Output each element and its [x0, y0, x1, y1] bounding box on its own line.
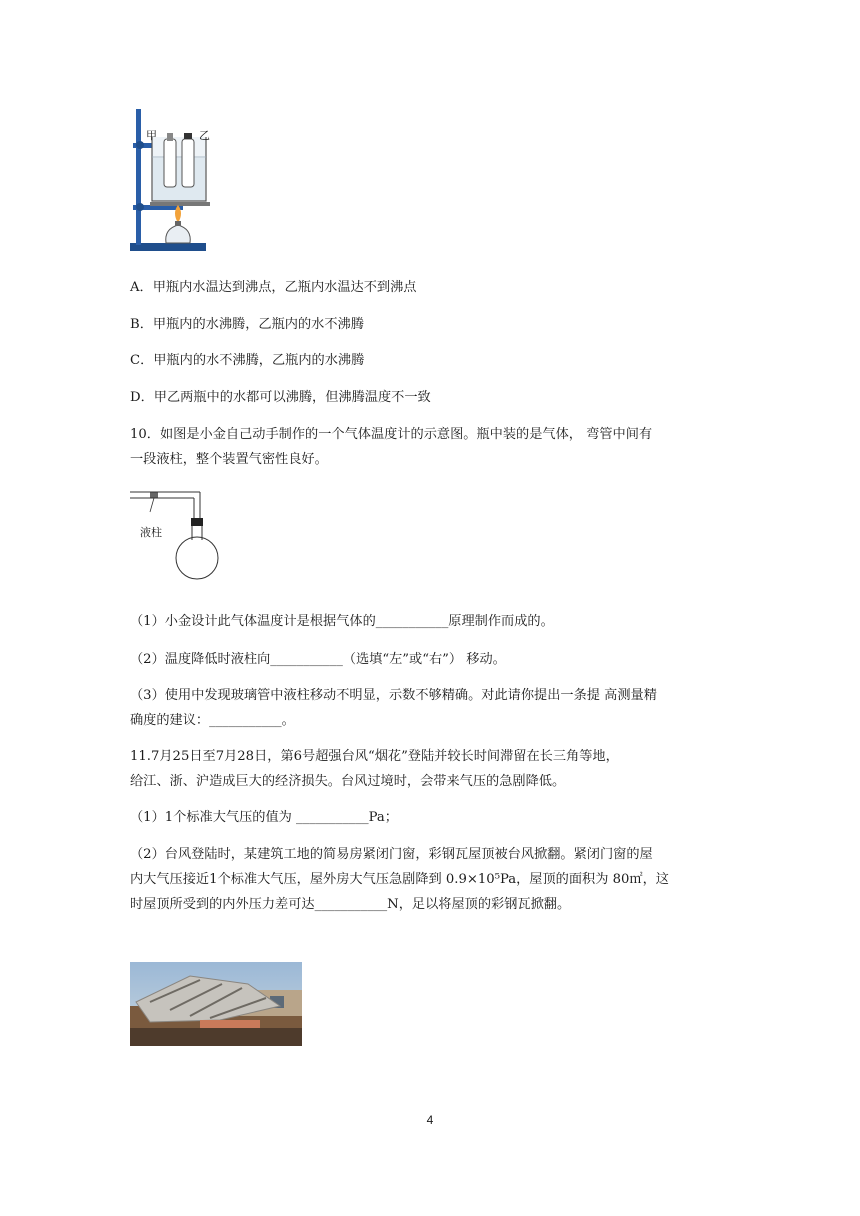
- q11-stem-line1: 11.7月25日至7月28日，第6号超强台风“烟花”登陆并较长时间滞留在长三角等地，: [130, 749, 619, 764]
- q11-sub2-line3: 时屋顶所受到的内外压力差可达___________N，足以将屋顶的彩钢瓦掀翻。: [130, 897, 571, 912]
- label-jia: 甲: [146, 130, 157, 142]
- q11-sub1: （1）1个标准大气压的值为 ___________Pa；: [130, 810, 398, 825]
- q11-sub2-line2: 内大气压接近1个标准大气压，屋外房大气压急剧降到 0.9×10⁵Pa，屋顶的面积为 80㎡，这: [130, 872, 669, 887]
- label-liquid-column: 液柱: [140, 527, 162, 539]
- q10-sub1: （1）小金设计此气体温度计是根据气体的___________原理制作而成的。: [130, 614, 554, 629]
- label-yi: 乙: [199, 130, 210, 142]
- q10-stem-line2: 一段液柱，整个装置气密性良好。: [130, 452, 328, 467]
- q10-stem-line1: 10．如图是小金自己动手制作的一个气体温度计的示意图。瓶中装的是气体， 弯管中间有: [130, 427, 653, 442]
- q10-sub3-line1: （3）使用中发现玻璃管中液柱移动不明显，示数不够精确。对此请你提出一条提 高测量精: [130, 688, 657, 703]
- option-b: B．甲瓶内的水沸腾，乙瓶内的水不沸腾: [130, 317, 364, 332]
- page-number: 4: [426, 1113, 434, 1127]
- q10-sub2: （2）温度降低时液柱向___________（选填“左”或“右”） 移动。: [130, 652, 506, 667]
- option-a: A．甲瓶内水温达到沸点，乙瓶内水温达不到沸点: [130, 280, 417, 295]
- option-c: C．甲瓶内的水不沸腾，乙瓶内的水沸腾: [130, 353, 365, 368]
- option-d: D．甲乙两瓶中的水都可以沸腾，但沸腾温度不一致: [130, 390, 431, 405]
- collapsed-roof-photo: [130, 962, 302, 1046]
- q11-sub2-line1: （2）台风登陆时，某建筑工地的简易房紧闭门窗，彩钢瓦屋顶被台风掀翻。紧闭门窗的屋: [130, 847, 653, 862]
- q10-sub3-line2: 确度的建议：___________。: [130, 713, 295, 728]
- q11-stem-line2: 给江、浙、沪造成巨大的经济损失。台风过境时，会带来气压的急剧降低。: [130, 774, 566, 789]
